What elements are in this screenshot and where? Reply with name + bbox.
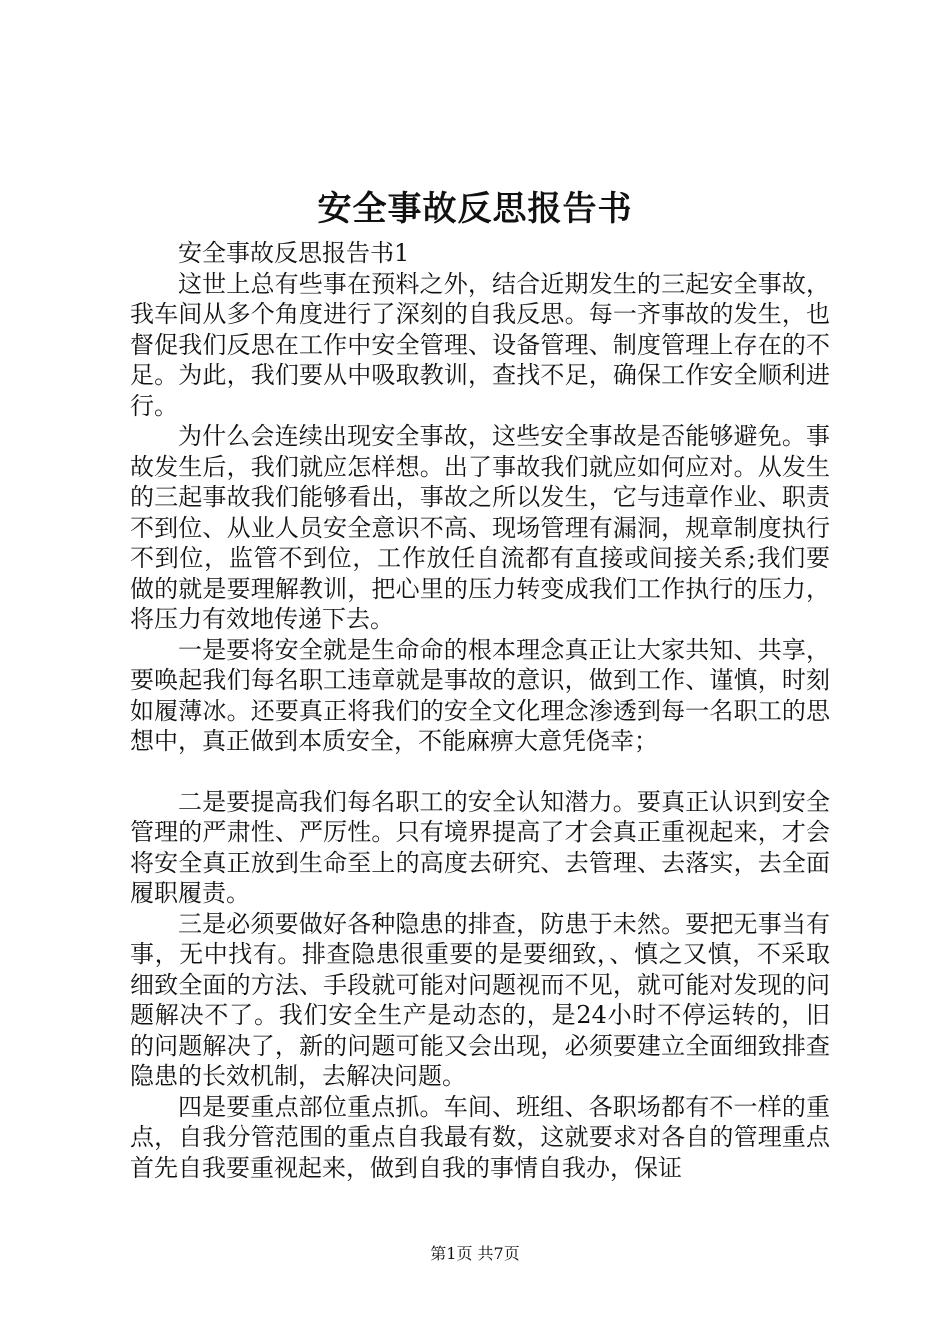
paragraph-4: 二是要提高我们每名职工的安全认知潜力。要真正认识到安全管理的严肃性、严厉性。只有境界提高了才会真正重视起来，才会将安全真正放到生命至上的高度去研究、去管理、去落实，去全面履职履责。 <box>130 787 830 907</box>
paragraph-1: 这世上总有些事在预料之外，结合近期发生的三起安全事故，我车间从多个角度进行了深刻的自我反思。每一齐事故的发生，也督促我们反思在工作中安全管理、设备管理、制度管理上存在的不足。为此，我们要从中吸取教训，查找不足，确保工作安全顺利进行。 <box>130 269 830 420</box>
document-title: 安全事故反思报告书 <box>317 189 633 229</box>
paragraph-2: 为什么会连续出现安全事故，这些安全事故是否能够避免。事故发生后，我们就应怎样想。出了事故我们就应如何应对。从发生的三起事故我们能够看出，事故之所以发生，它与违章作业、职责不到位、从业人员安全意识不高、现场管理有漏洞，规章制度执行不到位，监管不到位，工作放任自流都有直接或间接关系;我们要做的就是要理解教训，把心里的压力转变成我们工作执行的压力，将压力有效地传递下去。 <box>130 422 830 633</box>
document-body <box>130 238 830 1183</box>
paragraph-5: 三是必须要做好各种隐患的排查，防患于未然。要把无事当有事，无中找有。排查隐患很重要的是要细致，、慎之又慎，不采取细致全面的方法、手段就可能对问题视而不见，就可能对发现的问题解决不了。我们安全生产是动态的，是24小时不停运转的，旧的问题解决了，新的问题可能又会出现，必须要建立全面细致排查隐患的长效机制，去解决问题。 <box>130 909 830 1090</box>
paragraph-3: 一是要将安全就是生命命的根本理念真正让大家共知、共享，要唤起我们每名职工违章就是事故的意识，做到工作、谨慎，时刻如履薄冰。还要真正将我们的安全文化理念渗透到每一名职工的思想中，真正做到本质安全，不能麻痹大意凭侥幸； <box>130 635 830 755</box>
paragraph-6: 四是要重点部位重点抓。车间、班组、各职场都有不一样的重点，自我分管范围的重点自我最有数，这就要求对各自的管理重点首先自我要重视起来，做到自我的事情自我办，保证 <box>130 1092 830 1182</box>
document-subtitle: 安全事故反思报告书1 <box>178 239 410 267</box>
page-footer: 第1页 共7页 <box>430 1244 520 1263</box>
